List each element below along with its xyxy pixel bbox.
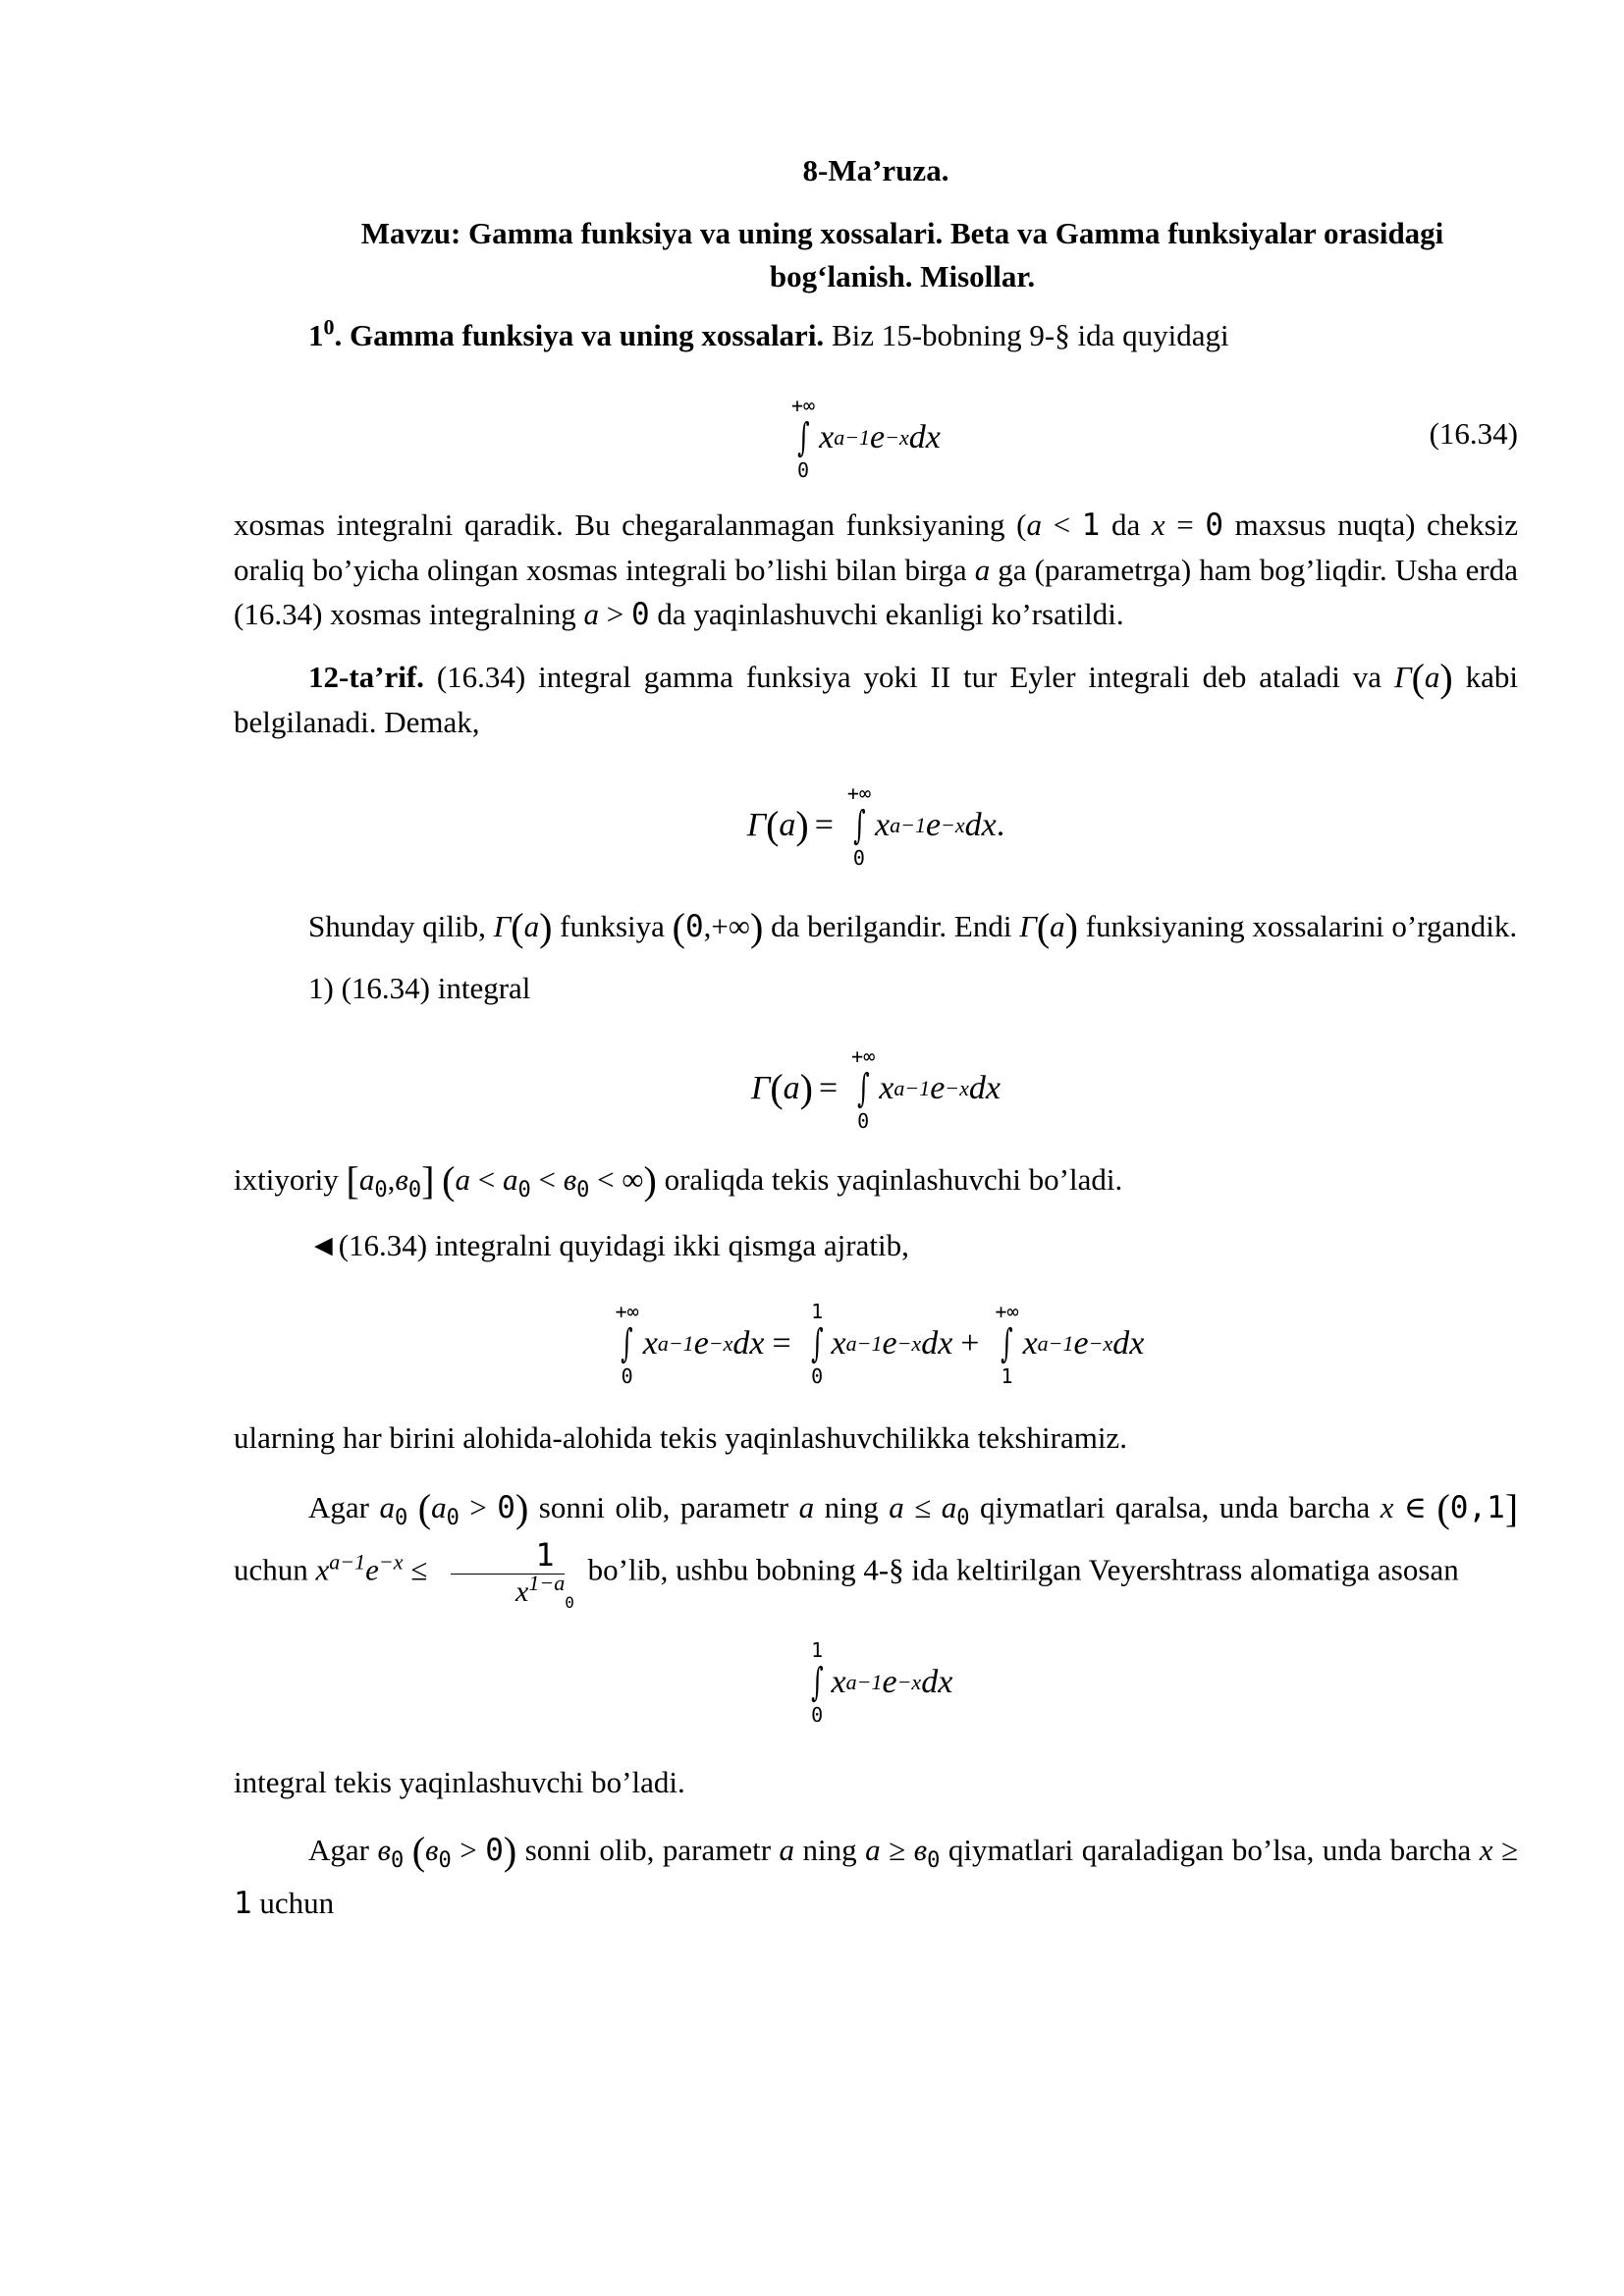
integral-sign: 1 ∫ 0 — [810, 1300, 824, 1388]
equation-gamma-definition: Γ ( a ) = +∞ ∫ 0 x a−1 e −x dx . — [746, 781, 1005, 870]
equation-weierstrass: 1 ∫ 0 x a−1 e −x dx — [234, 1624, 1518, 1741]
integral-sign: +∞ ∫ 0 — [851, 1044, 876, 1133]
equation-split-integral: +∞ ∫ 0 x a−1 e −x dx = 1 ∫ 0 x a−1 e −x dx + +∞ ∫ 1 x a−1 e −x dx — [615, 1300, 1145, 1388]
equation-number: (16.34) — [1429, 416, 1518, 451]
paragraph-6: Agar $a_0$ $(a_0 > 0)$ sonni olib, parametr a ning $a \le a_0$ qiymatlari qaralsa, unda barcha x ∈ (0,1] uchun $x^{a-1}e^{-x}$ ≤ $\frac{1}{x^{1-a}_0}$ bo’lib, ushbu bobning 4-§ ida keltirilgan Veyershtrass alomatiga asosan — [234, 1486, 1519, 1612]
paragraph-8: Agar $в_0$ $(в_0 > 0)$ sonni olib, parametr a ning $a \ge в_0$ qiymatlari qaraladigan bo’lsa, unda barcha x ≥ 1 uchun — [234, 1829, 1519, 1921]
integral-sign: +∞ ∫ 0 — [615, 1300, 639, 1388]
paragraph-2: Shunday qilib, Γ(a) funksiya (0,+∞) da berilgandir. Endi Γ(a) funksiyaning xossalarini o’rgandik. — [308, 905, 1518, 949]
fraction: $\frac{1}{x^{1-a}_0}$ — [441, 1536, 574, 1610]
proof-start-icon: ◄ — [308, 1228, 339, 1262]
integral-sign: 1 ∫ 0 — [810, 1638, 824, 1727]
equation-gamma-property: Γ ( a ) = +∞ ∫ 0 x a−1 e −x dx — [750, 1044, 1001, 1133]
integral-sign: +∞ ∫ 0 — [791, 394, 816, 482]
integral-sign: +∞ ∫ 1 — [995, 1300, 1019, 1388]
paragraph-5: ularning har birini alohida-alohida tekis yaqinlashuvchilikka tekshiramiz. — [234, 1420, 1127, 1455]
property-1: 1) (16.34) integral — [308, 971, 531, 1005]
equation-16-34: +∞ ∫ 0 x a−1 e −x dx (16.34) — [791, 394, 1518, 482]
paragraph-4: ◄(16.34) integralni quyidagi ikki qismga ajratib, — [308, 1228, 909, 1262]
section1-heading: $1^0$. Gamma funksiya va uning xossalari. Biz 15-bobning 9-§ ida quyidagi — [308, 314, 1229, 352]
paragraph-3: ixtiyoriy $[a_0,в_0] (a < a_0 < в_0$ < ∞) oraliqda tekis yaqinlashuvchi bo’ladi. — [234, 1158, 1123, 1203]
integral-sign: +∞ ∫ 0 — [846, 781, 871, 870]
document-page — [234, 147, 1518, 1930]
topic-heading: Mavzu: Gamma funksiya va uning xossalari. Beta va Gamma funksiyalar orasidagi bog‘lanish. Misollar. — [360, 216, 1444, 294]
lecture-title: 8-Ma’ruza. — [802, 153, 949, 187]
definition-12: 12-ta’rif. (16.34) integral gamma funksiya yoki II tur Eyler integrali deb ataladi va Γ(a) kabi belgilanadi. Demak, — [234, 656, 1519, 739]
paragraph-1: xosmas integralni qaradik. Bu chegaralanmagan funksiyaning (a < 1 da x = 0 maxsus nuqta) cheksiz oraliq bo’yicha olingan xosmas integrali bo’lishi bilan birga a ga (parametrga) ham bog’liqdir. Usha erda (16.34) xosmas integralning a > 0 da yaqinlashuvchi ekanligi ko’rsatildi. — [234, 507, 1519, 632]
paragraph-7: integral tekis yaqinlashuvchi bo’ladi. — [234, 1765, 685, 1799]
